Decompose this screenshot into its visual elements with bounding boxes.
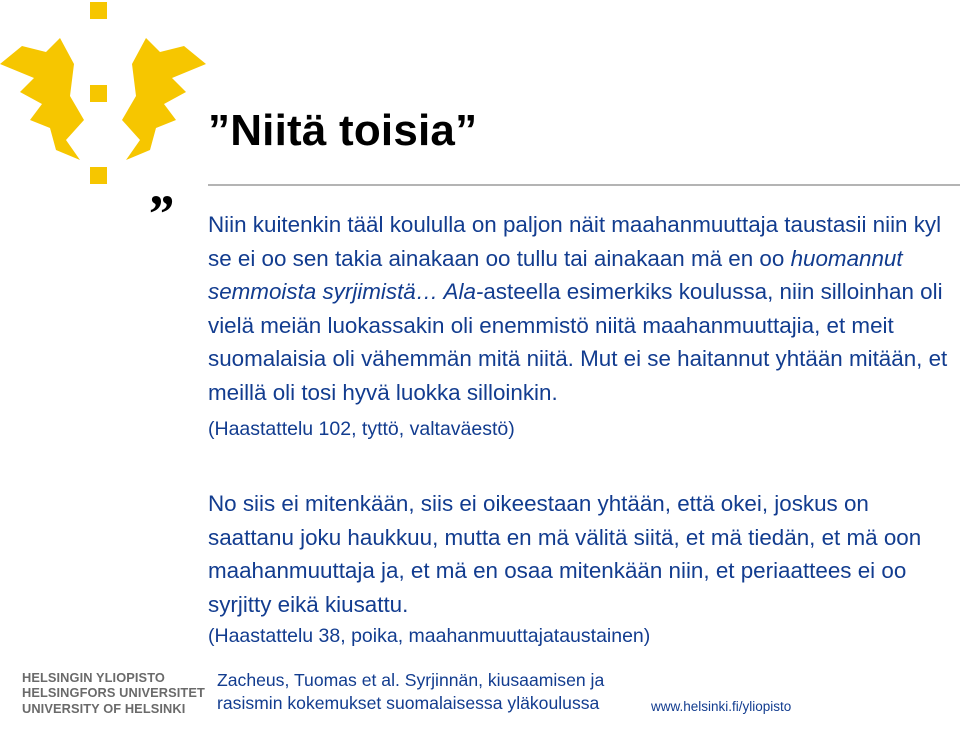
logo-flame-left	[0, 38, 84, 160]
footer-url: www.helsinki.fi/yliopisto	[651, 699, 792, 714]
logo-square-middle	[90, 85, 107, 102]
quote-1-text-italic: huomannut semmoista syrjimistä… Ala-	[208, 245, 903, 305]
quotation-mark-icon: ”	[146, 184, 173, 244]
quote-1-text-after: asteella esimerkiks koulussa, niin silloinhan oli vielä meiän luokassakin oli enemmistö niitä maahanmuuttajia, et meit suomalaisia oli vähemmän mitä niitä. Mut ei se haitannut yhtään mitään, et meillä oli tosi hyvä luokka silloinkin.	[208, 279, 948, 405]
quote-block-1	[208, 208, 953, 444]
logo-square-top	[90, 2, 107, 19]
quote-2-citation: (Haastattelu 38, poika, maahanmuuttajataustainen)	[208, 625, 651, 648]
quote-block-2	[208, 487, 953, 651]
slide-title: ”Niitä toisia”	[208, 106, 478, 155]
title-divider	[208, 184, 960, 186]
university-name-fi: HELSINGIN YLIOPISTO	[22, 670, 165, 685]
logo-square-bottom	[90, 167, 107, 184]
university-name-en: UNIVERSITY OF HELSINKI	[22, 700, 186, 716]
university-flame-logo	[0, 0, 210, 200]
quote-2-text: No siis ei mitenkään, siis ei oikeestaan yhtään, että okei, joskus on saattanu joku haukkuu, mutta en mä välitä siitä, et mä tiedän, et mä oon maahanmuuttaja ja, et mä en osaa mitenkään niin, et periaattees ei oo syrjitty eikä kiusattu.	[208, 491, 922, 617]
quote-1-citation: (Haastattelu 102, tyttö, valtaväestö)	[208, 417, 515, 440]
university-wordmark	[22, 670, 205, 716]
quote-1-text	[208, 208, 953, 410]
university-name-sv: HELSINGFORS UNIVERSITET	[22, 685, 205, 701]
quote-1-text-before: Niin kuitenkin tääl koululla on paljon näit maahanmuuttaja taustasii niin kyl se ei oo sen takia ainakaan oo tullu tai ainakaan mä en oo	[208, 212, 942, 271]
logo-flame-right	[122, 38, 206, 160]
footer-reference: Zacheus, Tuomas et al. Syrjinnän, kiusaamisen ja rasismin kokemukset suomalaisessa yläkoulussa	[217, 670, 605, 713]
